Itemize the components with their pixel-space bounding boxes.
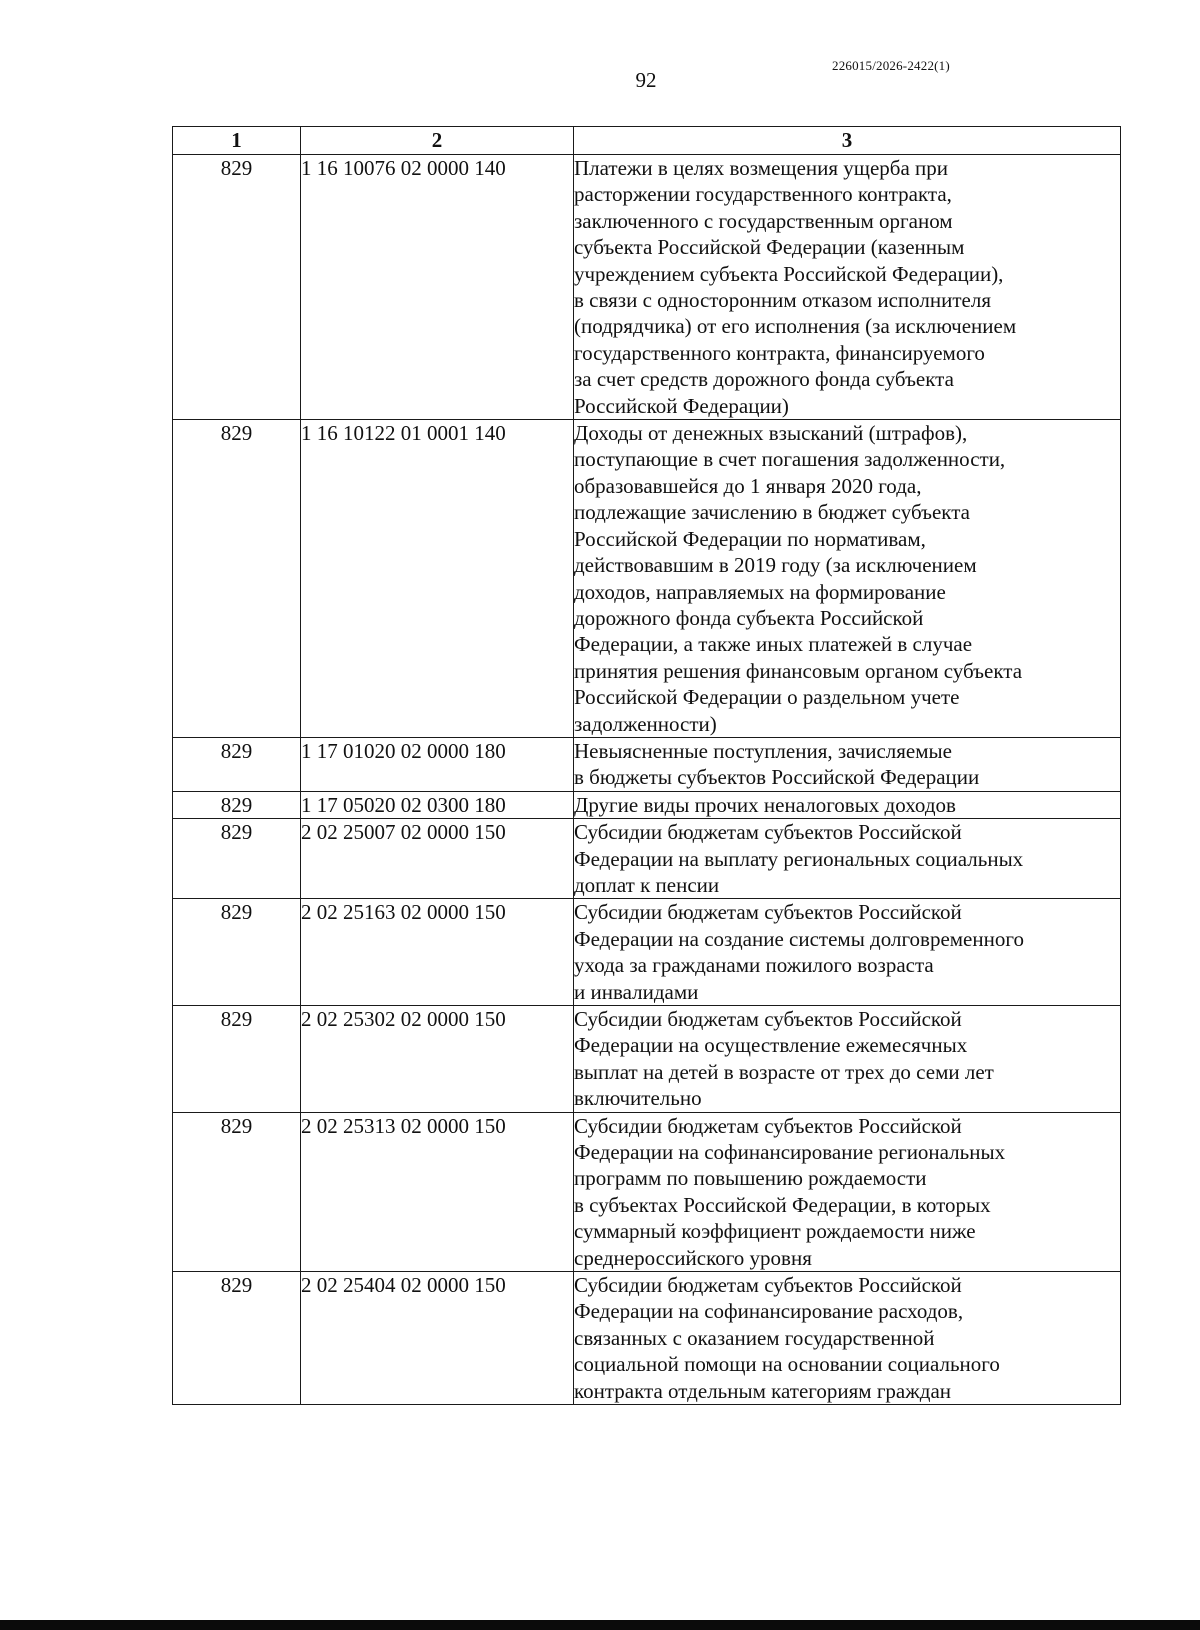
description-line: образовавшейся до 1 января 2020 года, (574, 473, 922, 498)
description-cell (574, 899, 1121, 1006)
revenue-code-cell: 1 17 05020 02 0300 180 (301, 791, 574, 818)
description-line: Федерации на софинансирование расходов, (574, 1299, 964, 1324)
description-line: доходов, направляемых на формирование (574, 579, 946, 604)
description-line: подлежащие зачислению в бюджет субъекта (574, 500, 970, 525)
revenue-code-cell: 2 02 25313 02 0000 150 (301, 1112, 574, 1271)
description-line: контракта отдельным категориям граждан (574, 1378, 952, 1403)
description-line: и инвалидами (574, 979, 699, 1004)
admin-code-cell: 829 (173, 819, 301, 899)
description-line: суммарный коэффициент рождаемости ниже (574, 1219, 976, 1244)
description-line: заключенного с государственным органом (574, 208, 953, 233)
description-line: учреждением субъекта Российской Федерации), (574, 261, 1004, 286)
description-line: ухода за гражданами пожилого возраста (574, 953, 934, 978)
table-row (173, 1006, 1121, 1113)
description-line: программ по повышению рождаемости (574, 1166, 927, 1191)
description-line: Федерации на выплату региональных социальных (574, 846, 1024, 871)
description-line: принятия решения финансовым органом субъекта (574, 658, 1023, 683)
page-number: 92 (635, 68, 657, 92)
description-cell (574, 420, 1121, 738)
description-line: в бюджеты субъектов Российской Федерации (574, 765, 980, 790)
description-line: Субсидии бюджетам субъектов Российской (574, 1273, 962, 1298)
table-row (173, 819, 1121, 899)
description-cell (574, 819, 1121, 899)
description-line: социальной помощи на основании социального (574, 1352, 1000, 1377)
admin-code-cell: 829 (173, 791, 301, 818)
revenue-code-cell: 2 02 25163 02 0000 150 (301, 899, 574, 1006)
description-line: (подрядчика) от его исполнения (за исключением (574, 314, 1017, 339)
page-edge (1170, 0, 1200, 1630)
revenue-code-cell: 1 17 01020 02 0000 180 (301, 737, 574, 791)
admin-code-cell: 829 (173, 420, 301, 738)
table-header-row (173, 127, 1121, 155)
revenue-code-cell: 2 02 25007 02 0000 150 (301, 819, 574, 899)
description-line: за счет средств дорожного фонда субъекта (574, 367, 954, 392)
description-line: расторжении государственного контракта, (574, 182, 952, 207)
table-row (173, 1112, 1121, 1271)
description-line: государственного контракта, финансируемого (574, 340, 985, 365)
description-line: Российской Федерации по нормативам, (574, 526, 926, 551)
description-cell (574, 1272, 1121, 1405)
admin-code-cell: 829 (173, 155, 301, 420)
scan-bottom-edge (0, 1620, 1200, 1630)
admin-code-cell: 829 (173, 1272, 301, 1405)
revenue-code-cell: 2 02 25302 02 0000 150 (301, 1006, 574, 1113)
description-line: Невыясненные поступления, зачисляемые (574, 738, 952, 763)
admin-code-cell: 829 (173, 899, 301, 1006)
description-line: действовавшим в 2019 году (за исключением (574, 553, 977, 578)
description-line: связанных с оказанием государственной (574, 1325, 935, 1350)
admin-code-cell: 829 (173, 737, 301, 791)
description-line: Платежи в целях возмещения ущерба при (574, 156, 949, 180)
description-cell (574, 1112, 1121, 1271)
description-cell (574, 737, 1121, 791)
description-line: поступающие в счет погашения задолженности, (574, 447, 1006, 472)
description-line: Субсидии бюджетам субъектов Российской (574, 820, 962, 845)
column-header-2: 2 (301, 127, 574, 155)
revenue-code-cell: 1 16 10076 02 0000 140 (301, 155, 574, 420)
table-row (173, 737, 1121, 791)
description-line: выплат на детей в возрасте от трех до семи лет (574, 1059, 994, 1084)
description-line: субъекта Российской Федерации (казенным (574, 235, 965, 260)
admin-code-cell: 829 (173, 1006, 301, 1113)
description-line: Российской Федерации о раздельном учете (574, 685, 960, 710)
description-line: в связи с односторонним отказом исполнителя (574, 288, 991, 313)
description-line: включительно (574, 1086, 702, 1111)
description-line: среднероссийского уровня (574, 1245, 812, 1270)
table-row (173, 420, 1121, 738)
description-line: Федерации на осуществление ежемесячных (574, 1033, 968, 1058)
description-line: Российской Федерации) (574, 393, 789, 418)
description-line: Федерации на софинансирование региональных (574, 1140, 1006, 1165)
description-line: в субъектах Российской Федерации, в которых (574, 1192, 991, 1217)
description-line: задолженности) (574, 711, 717, 736)
table-row (173, 899, 1121, 1006)
column-header-1: 1 (173, 127, 301, 155)
description-cell (574, 155, 1121, 420)
description-cell (574, 791, 1121, 818)
table-row (173, 155, 1121, 420)
description-cell (574, 1006, 1121, 1113)
description-line: Федерации, а также иных платежей в случае (574, 632, 973, 657)
description-line: Субсидии бюджетам субъектов Российской (574, 1113, 962, 1138)
description-line: Субсидии бюджетам субъектов Российской (574, 1007, 962, 1031)
revenue-code-cell: 1 16 10122 01 0001 140 (301, 420, 574, 738)
description-line: Федерации на создание системы долговременного (574, 926, 1024, 951)
description-line: Субсидии бюджетам субъектов Российской (574, 900, 962, 925)
table-row (173, 791, 1121, 818)
admin-code-cell: 829 (173, 1112, 301, 1271)
description-line: Доходы от денежных взысканий (штрафов), (574, 421, 968, 446)
budget-codes-table (172, 126, 1121, 1405)
description-line: Другие виды прочих неналоговых доходов (574, 792, 956, 817)
description-line: доплат к пенсии (574, 872, 720, 897)
table-body (173, 155, 1121, 1405)
revenue-code-cell: 2 02 25404 02 0000 150 (301, 1272, 574, 1405)
column-header-3: 3 (574, 127, 1121, 155)
table-row (173, 1272, 1121, 1405)
document-number: 226015/2026-2422(1) (832, 58, 950, 73)
description-line: дорожного фонда субъекта Российской (574, 605, 924, 630)
